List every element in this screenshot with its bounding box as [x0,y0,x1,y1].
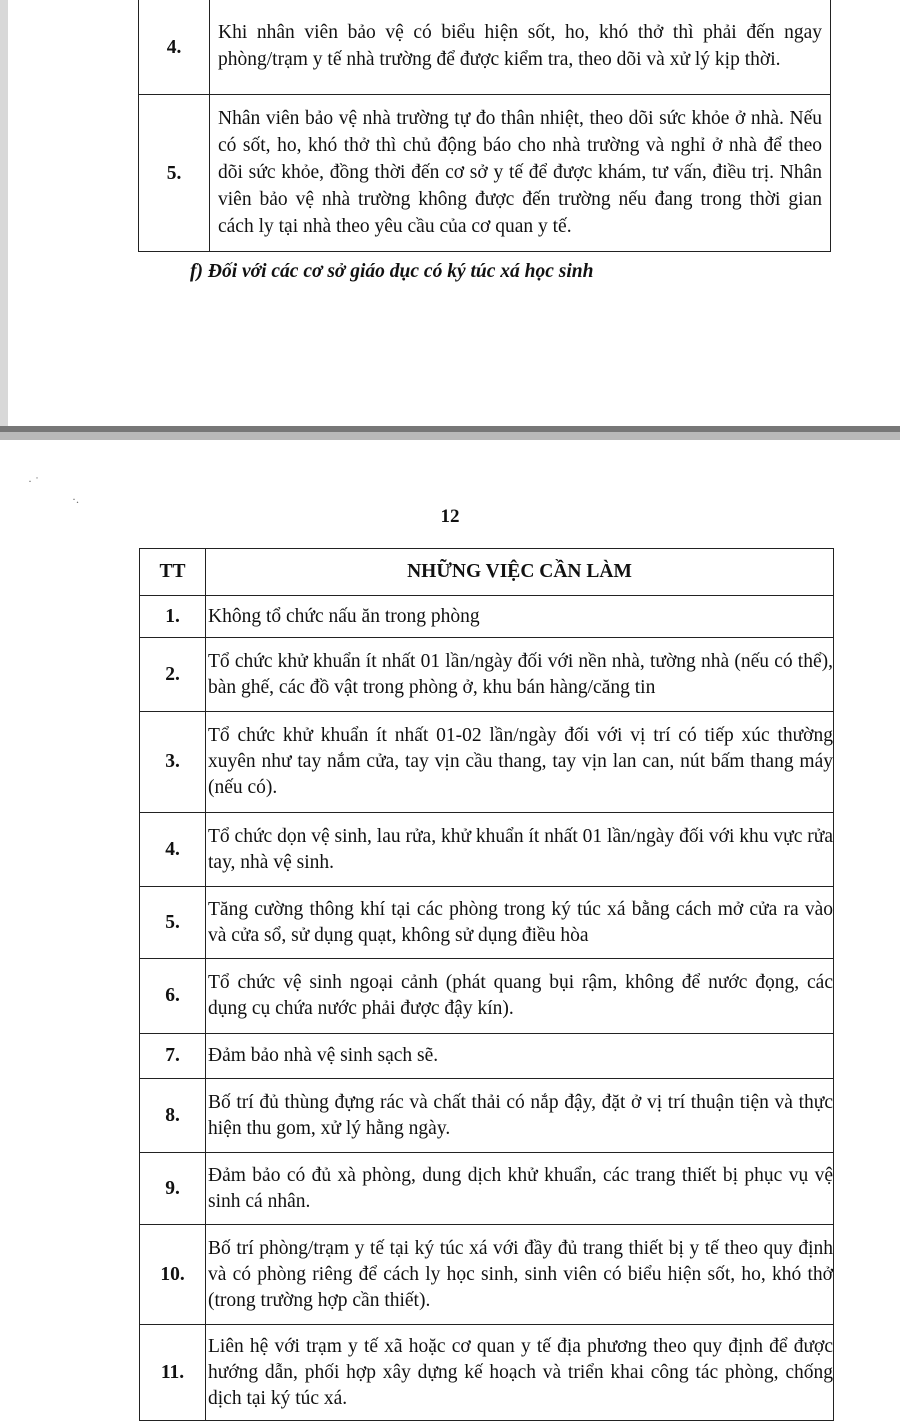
row-number: 5. [140,887,206,959]
row-number: 2. [140,638,206,712]
row-number: 4. [140,813,206,887]
page-left-shadow [0,0,8,426]
header-tt: TT [140,549,206,596]
row-number: 5. [139,95,210,252]
table-dormitory-tasks [139,548,834,1421]
row-text: Tổ chức dọn vệ sinh, lau rửa, khử khuẩn ít nhất 01 lần/ngày đối với khu vực rửa tay, nhà vệ sinh. [206,813,834,887]
row-text: Đảm bảo có đủ xà phòng, dung dịch khử khuẩn, các trang thiết bị phục vụ vệ sinh cá nhân. [206,1153,834,1225]
table-row [140,1325,834,1421]
table-row [140,1225,834,1325]
row-text: Tổ chức khử khuẩn ít nhất 01 lần/ngày đối với nền nhà, tường nhà (nếu có thể), bàn ghế, các đồ vật trong phòng ở, khu bán hàng/căng tin [206,638,834,712]
table-row [140,1034,834,1079]
row-number: 6. [140,959,206,1034]
table-row [140,1153,834,1225]
header-tasks: NHỮNG VIỆC CẦN LÀM [206,549,834,596]
row-number: 1. [140,596,206,638]
row-text: Tổ chức khử khuẩn ít nhất 01-02 lần/ngày đối với vị trí có tiếp xúc thường xuyên như tay nắm cửa, tay vịn cầu thang, tay vịn lan can, nút bấm thang máy (nếu có). [206,712,834,813]
row-text: Bố trí phòng/trạm y tế tại ký túc xá với đầy đủ trang thiết bị y tế theo quy định và có phòng riêng để cách ly học sinh, sinh viên có biểu hiện sốt, ho, khó thở (trong trường hợp cần thiết). [206,1225,834,1325]
row-text: Liên hệ với trạm y tế xã hoặc cơ quan y tế địa phương theo quy định để được hướng dẫn, phối hợp xây dựng kế hoạch và triển khai công tác phòng, chống dịch tại ký túc xá. [206,1325,834,1421]
table-row [140,959,834,1034]
row-number: 9. [140,1153,206,1225]
row-text: Không tổ chức nấu ăn trong phòng [206,596,834,638]
table-row [140,596,834,638]
table-staff-tasks [138,0,831,252]
row-number: 11. [140,1325,206,1421]
table-header-row [140,549,834,596]
row-text: Bố trí đủ thùng đựng rác và chất thải có nắp đậy, đặt ở vị trí thuận tiện và thực hiện thu gom, xử lý hằng ngày. [206,1079,834,1153]
table-row [140,712,834,813]
row-number: 3. [140,712,206,813]
page-separator [0,426,900,440]
row-number: 8. [140,1079,206,1153]
row-number: 4. [139,0,210,95]
row-text: Tổ chức vệ sinh ngoại cảnh (phát quang bụi rậm, không để nước đọng, các dụng cụ chứa nước phải được đậy kín). [206,959,834,1034]
row-text: Nhân viên bảo vệ nhà trường tự đo thân nhiệt, theo dõi sức khỏe ở nhà. Nếu có sốt, ho, khó thở thì chủ động báo cho nhà trường và nghỉ ở nhà để theo dõi sức khỏe, đồng thời đến cơ sở y tế để được khám, tư vấn, điều trị. Nhân viên bảo vệ nhà trường không được đến trường nếu đang trong thời gian cách ly tại nhà theo yêu cầu của cơ quan y tế. [210,95,831,252]
table-row [140,813,834,887]
scan-speck: ·. [72,492,79,506]
row-text: Đảm bảo nhà vệ sinh sạch sẽ. [206,1034,834,1079]
table-row [140,1079,834,1153]
scan-speck: · ˙ [28,474,39,488]
row-text: Khi nhân viên bảo vệ có biểu hiện sốt, ho, khó thở thì phải đến ngay phòng/trạm y tế nhà trường để được kiểm tra, theo dõi và xử lý kịp thời. [210,0,831,95]
row-number: 10. [140,1225,206,1325]
section-heading: f) Đối với các cơ sở giáo dục có ký túc xá học sinh [190,261,594,282]
table-row [139,0,831,95]
page-number: 12 [440,506,460,527]
row-number: 7. [140,1034,206,1079]
table-row [140,887,834,959]
row-text: Tăng cường thông khí tại các phòng trong ký túc xá bằng cách mở cửa ra vào và cửa sổ, sử dụng quạt, không sử dụng điều hòa [206,887,834,959]
table-row [140,638,834,712]
table-row [139,95,831,252]
